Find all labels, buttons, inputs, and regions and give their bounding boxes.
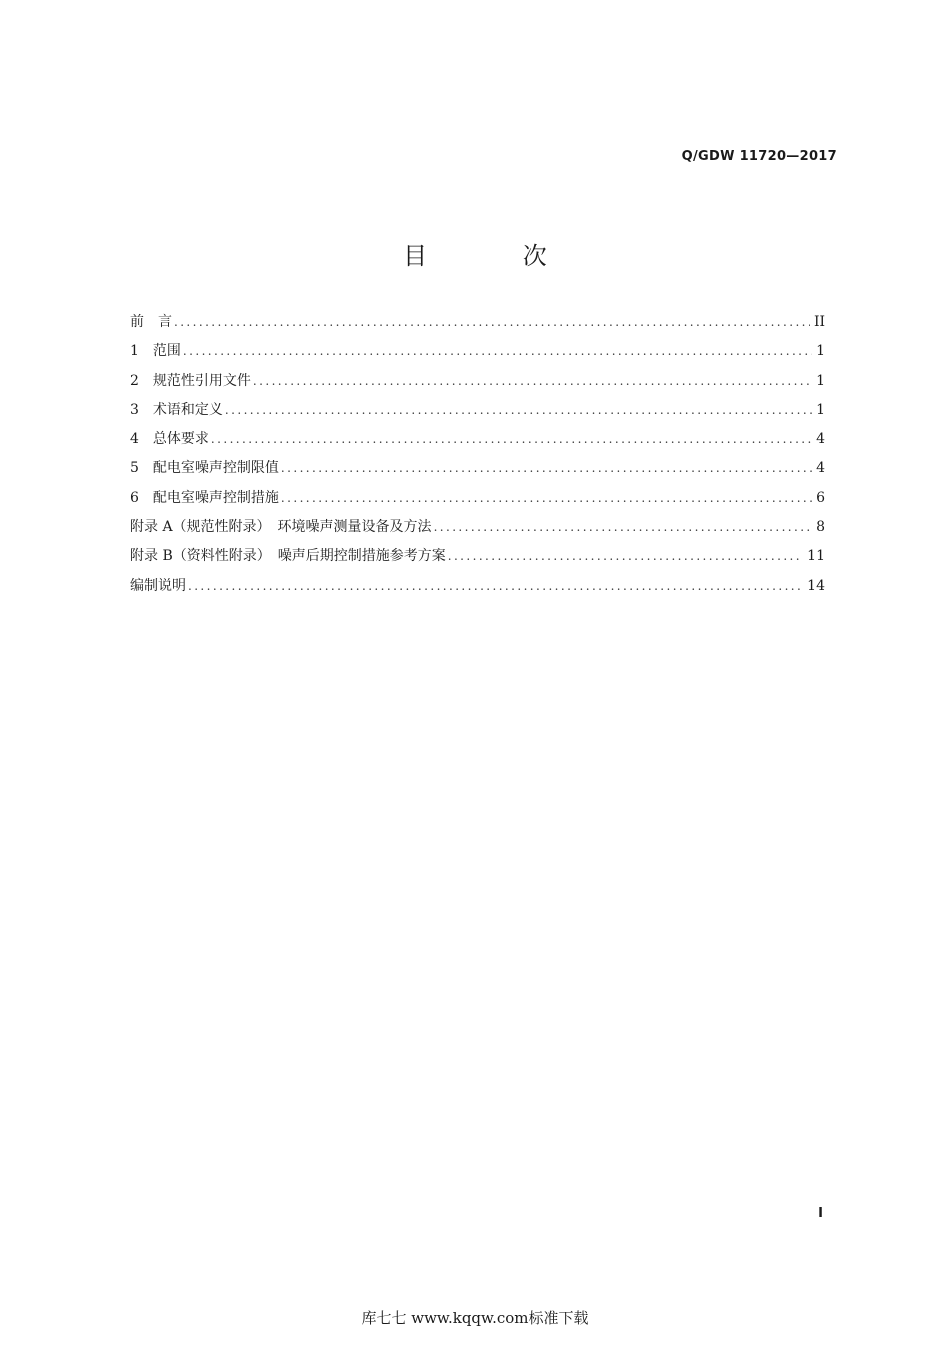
toc-entry-noise-limits[interactable] <box>130 457 825 486</box>
page-number: I <box>818 1206 823 1221</box>
toc-leader-dots <box>183 340 812 362</box>
toc-entry-page: 11 <box>807 548 825 565</box>
toc-entry-appendix-b[interactable] <box>130 545 825 574</box>
toc-entry-label: 编制说明 <box>130 577 186 594</box>
toc-entry-page: 1 <box>816 343 825 360</box>
toc-entry-page: 1 <box>816 372 825 389</box>
toc-entry-page: 8 <box>816 519 825 536</box>
standard-code: Q/GDW 11720—2017 <box>681 149 837 164</box>
page-title: 目 次 <box>403 242 591 270</box>
toc-entry-label: 4 总体要求 <box>130 431 209 448</box>
toc-leader-dots <box>281 487 812 509</box>
toc-entry-label: 附录 A（规范性附录） 环境噪声测量设备及方法 <box>130 519 432 536</box>
toc-leader-dots <box>448 545 803 567</box>
toc-entry-normative-references[interactable] <box>130 370 825 399</box>
toc-leader-dots <box>174 311 810 333</box>
toc-entry-page: II <box>813 314 825 330</box>
toc-entry-page: 6 <box>816 489 825 506</box>
table-of-contents <box>130 311 825 604</box>
toc-entry-scope[interactable] <box>130 340 825 369</box>
toc-entry-page: 1 <box>816 401 825 418</box>
toc-entry-page: 4 <box>816 431 825 448</box>
toc-leader-dots <box>434 516 813 538</box>
toc-leader-dots <box>253 370 812 392</box>
toc-entry-noise-measures[interactable] <box>130 487 825 516</box>
toc-leader-dots <box>188 575 803 597</box>
toc-entry-label: 6 配电室噪声控制措施 <box>130 489 279 506</box>
toc-entry-general-requirements[interactable] <box>130 428 825 457</box>
toc-entry-label: 1 范围 <box>130 343 181 360</box>
toc-entry-foreword[interactable] <box>130 311 825 340</box>
toc-entry-appendix-a[interactable] <box>130 516 825 545</box>
toc-leader-dots <box>225 399 812 421</box>
toc-entry-label: 5 配电室噪声控制限值 <box>130 460 279 477</box>
toc-entry-label: 前 言 <box>130 314 172 330</box>
toc-entry-page: 14 <box>807 577 825 594</box>
toc-entry-page: 4 <box>816 460 825 477</box>
toc-leader-dots <box>281 457 812 479</box>
footer-watermark: 库七七 www.kqqw.com标准下载 <box>361 1309 589 1327</box>
toc-entry-terms-definitions[interactable] <box>130 399 825 428</box>
toc-entry-label: 2 规范性引用文件 <box>130 372 251 389</box>
toc-entry-label: 附录 B（资料性附录） 噪声后期控制措施参考方案 <box>130 548 446 565</box>
toc-entry-explanation[interactable] <box>130 575 825 604</box>
toc-leader-dots <box>211 428 812 450</box>
toc-entry-label: 3 术语和定义 <box>130 401 223 418</box>
